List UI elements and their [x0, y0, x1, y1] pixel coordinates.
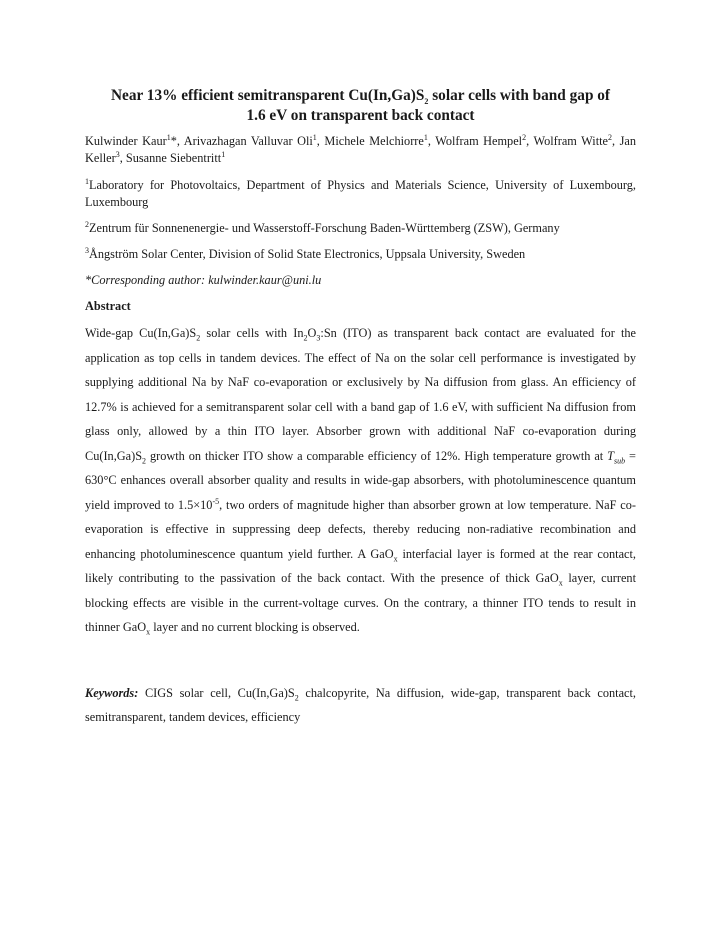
affiliation: $^1$Laboratory for Photovoltaics, Department of Physics and Materials Science, University of Luxembourg, Luxembourg: [85, 176, 636, 209]
keywords: Keywords: CIGS solar cell, $Cu(In,Ga)S_2$ chalcopyrite, Na diffusion, wide-gap, transparent back contact, semitransparent, tandem devices, efficiency: [85, 685, 637, 724]
author-name: Susanne Siebentritt: [125, 151, 222, 165]
author-name: Wolfram Witte: [533, 134, 608, 148]
author-name: Arivazhagan Valluvar Oli: [183, 134, 313, 148]
author-name: Jan Keller: [85, 134, 637, 165]
author-affiliation-mark: 1: [221, 149, 226, 159]
corresponding-author: *Corresponding author: kulwinder.kaur@uni.lu: [85, 273, 322, 287]
author-affiliation-mark: 2: [608, 132, 612, 142]
author-affiliation-mark: 1: [312, 132, 317, 142]
affiliation: $^3$Ångström Solar Center, Division of Solid State Electronics, Uppsala University, Sweden: [85, 245, 526, 261]
author-list: Kulwinder Kaur$^1$*, Arivazhagan Valluvar Oli$^1$, Michele Melchiorre$^1$, Wolfram Hempel$^2$, Wolfram Witte$^2$, Jan Keller$^3$, Susanne Siebentritt$^1$: [85, 132, 637, 165]
abstract-text: Wide-gap $Cu(In,Ga)S_2$ solar cells with $In_2O_3:Sn$ (ITO) as transparent back contact are evaluated for the application as top cells in tandem devices. The effect of Na on the solar cell performance is investigated by supplying additional Na by NaF co-evaporation or exclusively by Na diffusion from glass. An efficiency of 12.7% is achieved for a semitransparent solar cell with a band gap of 1.6 eV, with sufficient Na diffusion from glass only, allowed by a thin ITO layer. Absorber grown with additional NaF co-evaporation during $Cu(In,Ga)S_2$ growth on thicker ITO show a comparable efficiency of 12%. High temperature growth at $T_{sub} = 630^\circ C$ enhances overall absorber quality and results in wide-gap absorbers, with photoluminescence quantum yield improved to $1.5\times 10^{-5}$, two orders of magnitude higher than absorber grown at low temperature. NaF co-evaporation is effective in suppressing deep defects, thereby reducing non-radiative recombination and enhancing photoluminescence quantum yield further. A GaO$_x$ interfacial layer is formed at the rear contact, likely contributing to the passivation of the back contact. With the presence of thick GaO$_x$ layer, current blocking effects are visible in the current-voltage curves. On the contrary, a thinner ITO tends to result in thinner GaO$_x$ layer and no current blocking is observed.: [85, 326, 636, 637]
author-affiliation-mark: 3: [115, 149, 120, 159]
affiliation: $^2$Zentrum für Sonnenenergie- und Wasserstoff-Forschung Baden-Württemberg (ZSW), Germany: [85, 219, 560, 235]
affiliation-list: [85, 177, 636, 263]
keywords-label: Keywords:: [85, 685, 139, 700]
author-affiliation-mark: 2: [522, 132, 527, 142]
author-name: Wolfram Hempel: [435, 134, 523, 148]
abstract-heading: Abstract: [85, 299, 131, 313]
paper-page: [85, 86, 636, 730]
math-T-sub: $T_{sub}$: [607, 448, 626, 465]
author-affiliation-mark: 1: [423, 132, 428, 142]
author-affiliation-mark: 1: [166, 132, 171, 142]
author-name: Kulwinder Kaur: [85, 134, 167, 148]
paper-title: Near 13% efficient semitransparent $Cu(In,Ga)S_2$ solar cells with band gap of 1.6 eV on transparent back contact: [110, 87, 611, 124]
author-name: Michele Melchiorre: [324, 134, 424, 148]
